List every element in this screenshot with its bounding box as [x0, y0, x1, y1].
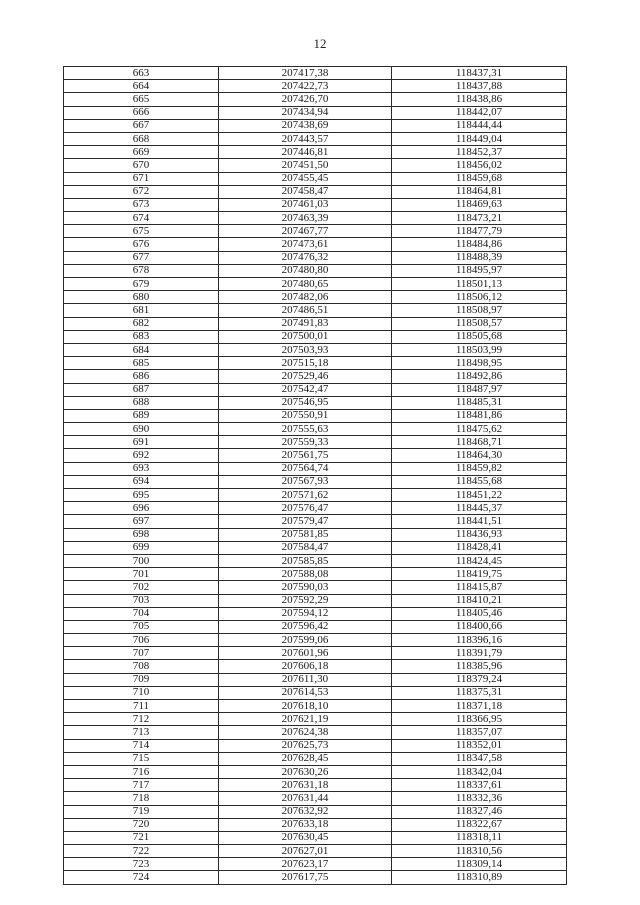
- table-row: [64, 278, 567, 291]
- table-row: [64, 264, 567, 277]
- x-coordinate-cell: 207467,77: [219, 225, 392, 238]
- point-number-cell: 680: [64, 291, 219, 304]
- table-row: [64, 845, 567, 858]
- table-row: [64, 423, 567, 436]
- point-number-cell: 692: [64, 449, 219, 462]
- table-row: [64, 660, 567, 673]
- table-row: [64, 554, 567, 567]
- point-number-cell: 693: [64, 462, 219, 475]
- point-number-cell: 697: [64, 515, 219, 528]
- point-number-cell: 723: [64, 858, 219, 871]
- table-row: [64, 146, 567, 159]
- y-coordinate-cell: 118379,24: [392, 673, 567, 686]
- point-number-cell: 688: [64, 396, 219, 409]
- x-coordinate-cell: 207422,73: [219, 80, 392, 93]
- table-row: [64, 132, 567, 145]
- point-number-cell: 690: [64, 423, 219, 436]
- point-number-cell: 703: [64, 594, 219, 607]
- x-coordinate-cell: 207463,39: [219, 212, 392, 225]
- y-coordinate-cell: 118469,63: [392, 198, 567, 211]
- table-row: [64, 106, 567, 119]
- x-coordinate-cell: 207630,45: [219, 831, 392, 844]
- y-coordinate-cell: 118400,66: [392, 620, 567, 633]
- x-coordinate-cell: 207592,29: [219, 594, 392, 607]
- x-coordinate-cell: 207623,17: [219, 858, 392, 871]
- x-coordinate-cell: 207500,01: [219, 330, 392, 343]
- y-coordinate-cell: 118442,07: [392, 106, 567, 119]
- table-row: [64, 686, 567, 699]
- table-row: [64, 198, 567, 211]
- table-row: [64, 185, 567, 198]
- point-number-cell: 718: [64, 792, 219, 805]
- point-number-cell: 707: [64, 647, 219, 660]
- table-row: [64, 739, 567, 752]
- table-row: [64, 752, 567, 765]
- y-coordinate-cell: 118337,61: [392, 779, 567, 792]
- table-row: [64, 700, 567, 713]
- x-coordinate-cell: 207564,74: [219, 462, 392, 475]
- table-row: [64, 225, 567, 238]
- x-coordinate-cell: 207443,57: [219, 132, 392, 145]
- y-coordinate-cell: 118449,04: [392, 132, 567, 145]
- table-row: [64, 317, 567, 330]
- table-row: [64, 502, 567, 515]
- x-coordinate-cell: 207631,44: [219, 792, 392, 805]
- x-coordinate-cell: 207590,03: [219, 581, 392, 594]
- y-coordinate-cell: 118498,95: [392, 357, 567, 370]
- y-coordinate-cell: 118419,75: [392, 568, 567, 581]
- y-coordinate-cell: 118506,12: [392, 291, 567, 304]
- x-coordinate-cell: 207628,45: [219, 752, 392, 765]
- point-number-cell: 721: [64, 831, 219, 844]
- point-number-cell: 682: [64, 317, 219, 330]
- point-number-cell: 677: [64, 251, 219, 264]
- x-coordinate-cell: 207625,73: [219, 739, 392, 752]
- x-coordinate-cell: 207476,32: [219, 251, 392, 264]
- table-row: [64, 67, 567, 80]
- x-coordinate-cell: 207579,47: [219, 515, 392, 528]
- point-number-cell: 669: [64, 146, 219, 159]
- point-number-cell: 722: [64, 845, 219, 858]
- point-number-cell: 665: [64, 93, 219, 106]
- y-coordinate-cell: 118385,96: [392, 660, 567, 673]
- table-row: [64, 291, 567, 304]
- y-coordinate-cell: 118455,68: [392, 475, 567, 488]
- y-coordinate-cell: 118322,67: [392, 818, 567, 831]
- point-number-cell: 667: [64, 119, 219, 132]
- point-number-cell: 675: [64, 225, 219, 238]
- y-coordinate-cell: 118452,37: [392, 146, 567, 159]
- y-coordinate-cell: 118410,21: [392, 594, 567, 607]
- x-coordinate-cell: 207581,85: [219, 528, 392, 541]
- y-coordinate-cell: 118508,57: [392, 317, 567, 330]
- point-number-cell: 689: [64, 409, 219, 422]
- y-coordinate-cell: 118459,68: [392, 172, 567, 185]
- x-coordinate-cell: 207627,01: [219, 845, 392, 858]
- x-coordinate-cell: 207473,61: [219, 238, 392, 251]
- x-coordinate-cell: 207503,93: [219, 343, 392, 356]
- x-coordinate-cell: 207599,06: [219, 634, 392, 647]
- point-number-cell: 710: [64, 686, 219, 699]
- y-coordinate-cell: 118436,93: [392, 528, 567, 541]
- table-row: [64, 343, 567, 356]
- table-row: [64, 304, 567, 317]
- point-number-cell: 717: [64, 779, 219, 792]
- table-row: [64, 409, 567, 422]
- point-number-cell: 691: [64, 436, 219, 449]
- y-coordinate-cell: 118487,97: [392, 383, 567, 396]
- table-row: [64, 871, 567, 884]
- table-row: [64, 357, 567, 370]
- x-coordinate-cell: 207630,26: [219, 765, 392, 778]
- table-row: [64, 594, 567, 607]
- x-coordinate-cell: 207491,83: [219, 317, 392, 330]
- table-row: [64, 251, 567, 264]
- point-number-cell: 708: [64, 660, 219, 673]
- point-number-cell: 666: [64, 106, 219, 119]
- x-coordinate-cell: 207621,19: [219, 713, 392, 726]
- x-coordinate-cell: 207486,51: [219, 304, 392, 317]
- y-coordinate-cell: 118352,01: [392, 739, 567, 752]
- table-row: [64, 159, 567, 172]
- point-number-cell: 714: [64, 739, 219, 752]
- x-coordinate-cell: 207515,18: [219, 357, 392, 370]
- y-coordinate-cell: 118342,04: [392, 765, 567, 778]
- x-coordinate-cell: 207446,81: [219, 146, 392, 159]
- table-row: [64, 489, 567, 502]
- point-number-cell: 709: [64, 673, 219, 686]
- table-row: [64, 607, 567, 620]
- x-coordinate-cell: 207631,18: [219, 779, 392, 792]
- table-row: [64, 383, 567, 396]
- table-row: [64, 805, 567, 818]
- table-row: [64, 568, 567, 581]
- x-coordinate-cell: 207461,03: [219, 198, 392, 211]
- x-coordinate-cell: 207529,46: [219, 370, 392, 383]
- y-coordinate-cell: 118464,81: [392, 185, 567, 198]
- y-coordinate-cell: 118451,22: [392, 489, 567, 502]
- y-coordinate-cell: 118485,31: [392, 396, 567, 409]
- x-coordinate-cell: 207480,80: [219, 264, 392, 277]
- point-number-cell: 695: [64, 489, 219, 502]
- point-number-cell: 687: [64, 383, 219, 396]
- y-coordinate-cell: 118468,71: [392, 436, 567, 449]
- x-coordinate-cell: 207618,10: [219, 700, 392, 713]
- y-coordinate-cell: 118445,37: [392, 502, 567, 515]
- y-coordinate-cell: 118481,86: [392, 409, 567, 422]
- point-number-cell: 678: [64, 264, 219, 277]
- y-coordinate-cell: 118424,45: [392, 554, 567, 567]
- x-coordinate-cell: 207596,42: [219, 620, 392, 633]
- table-row: [64, 713, 567, 726]
- x-coordinate-cell: 207606,18: [219, 660, 392, 673]
- x-coordinate-cell: 207584,47: [219, 541, 392, 554]
- table-row: [64, 647, 567, 660]
- y-coordinate-cell: 118332,36: [392, 792, 567, 805]
- point-number-cell: 704: [64, 607, 219, 620]
- point-number-cell: 694: [64, 475, 219, 488]
- table-row: [64, 779, 567, 792]
- x-coordinate-cell: 207614,53: [219, 686, 392, 699]
- x-coordinate-cell: 207588,08: [219, 568, 392, 581]
- point-number-cell: 700: [64, 554, 219, 567]
- y-coordinate-cell: 118441,51: [392, 515, 567, 528]
- y-coordinate-cell: 118415,87: [392, 581, 567, 594]
- point-number-cell: 724: [64, 871, 219, 884]
- x-coordinate-cell: 207550,91: [219, 409, 392, 422]
- y-coordinate-cell: 118310,56: [392, 845, 567, 858]
- table-row: [64, 238, 567, 251]
- table-row: [64, 634, 567, 647]
- point-number-cell: 716: [64, 765, 219, 778]
- table-row: [64, 436, 567, 449]
- y-coordinate-cell: 118437,31: [392, 67, 567, 80]
- x-coordinate-cell: 207594,12: [219, 607, 392, 620]
- table-row: [64, 212, 567, 225]
- x-coordinate-cell: 207458,47: [219, 185, 392, 198]
- table-row: [64, 620, 567, 633]
- y-coordinate-cell: 118366,95: [392, 713, 567, 726]
- point-number-cell: 684: [64, 343, 219, 356]
- table-row: [64, 93, 567, 106]
- x-coordinate-cell: 207617,75: [219, 871, 392, 884]
- point-number-cell: 686: [64, 370, 219, 383]
- y-coordinate-cell: 118309,14: [392, 858, 567, 871]
- y-coordinate-cell: 118484,86: [392, 238, 567, 251]
- y-coordinate-cell: 118437,88: [392, 80, 567, 93]
- y-coordinate-cell: 118391,79: [392, 647, 567, 660]
- x-coordinate-cell: 207482,06: [219, 291, 392, 304]
- table-row: [64, 581, 567, 594]
- point-number-cell: 698: [64, 528, 219, 541]
- y-coordinate-cell: 118477,79: [392, 225, 567, 238]
- x-coordinate-cell: 207426,70: [219, 93, 392, 106]
- x-coordinate-cell: 207542,47: [219, 383, 392, 396]
- x-coordinate-cell: 207559,33: [219, 436, 392, 449]
- point-number-cell: 705: [64, 620, 219, 633]
- x-coordinate-cell: 207624,38: [219, 726, 392, 739]
- y-coordinate-cell: 118357,07: [392, 726, 567, 739]
- table-row: [64, 858, 567, 871]
- x-coordinate-cell: 207480,65: [219, 278, 392, 291]
- point-number-cell: 713: [64, 726, 219, 739]
- y-coordinate-cell: 118327,46: [392, 805, 567, 818]
- x-coordinate-cell: 207633,18: [219, 818, 392, 831]
- x-coordinate-cell: 207567,93: [219, 475, 392, 488]
- point-number-cell: 715: [64, 752, 219, 765]
- point-number-cell: 673: [64, 198, 219, 211]
- table-row: [64, 765, 567, 778]
- coordinates-table: [63, 66, 567, 885]
- y-coordinate-cell: 118508,97: [392, 304, 567, 317]
- table-row: [64, 80, 567, 93]
- y-coordinate-cell: 118475,62: [392, 423, 567, 436]
- x-coordinate-cell: 207611,30: [219, 673, 392, 686]
- point-number-cell: 702: [64, 581, 219, 594]
- point-number-cell: 706: [64, 634, 219, 647]
- table-row: [64, 449, 567, 462]
- x-coordinate-cell: 207585,85: [219, 554, 392, 567]
- table-row: [64, 515, 567, 528]
- x-coordinate-cell: 207601,96: [219, 647, 392, 660]
- table-row: [64, 792, 567, 805]
- x-coordinate-cell: 207571,62: [219, 489, 392, 502]
- table-row: [64, 330, 567, 343]
- x-coordinate-cell: 207455,45: [219, 172, 392, 185]
- y-coordinate-cell: 118505,68: [392, 330, 567, 343]
- page-number: 12: [313, 36, 327, 51]
- y-coordinate-cell: 118438,86: [392, 93, 567, 106]
- y-coordinate-cell: 118396,16: [392, 634, 567, 647]
- point-number-cell: 712: [64, 713, 219, 726]
- y-coordinate-cell: 118492,86: [392, 370, 567, 383]
- point-number-cell: 719: [64, 805, 219, 818]
- point-number-cell: 711: [64, 700, 219, 713]
- table-row: [64, 818, 567, 831]
- y-coordinate-cell: 118495,97: [392, 264, 567, 277]
- x-coordinate-cell: 207438,69: [219, 119, 392, 132]
- point-number-cell: 674: [64, 212, 219, 225]
- y-coordinate-cell: 118503,99: [392, 343, 567, 356]
- table-row: [64, 673, 567, 686]
- point-number-cell: 663: [64, 67, 219, 80]
- point-number-cell: 664: [64, 80, 219, 93]
- y-coordinate-cell: 118371,18: [392, 700, 567, 713]
- coordinates-table-body: [64, 67, 567, 885]
- x-coordinate-cell: 207434,94: [219, 106, 392, 119]
- point-number-cell: 696: [64, 502, 219, 515]
- table-row: [64, 475, 567, 488]
- table-row: [64, 726, 567, 739]
- x-coordinate-cell: 207546,95: [219, 396, 392, 409]
- point-number-cell: 670: [64, 159, 219, 172]
- table-row: [64, 462, 567, 475]
- point-number-cell: 668: [64, 132, 219, 145]
- y-coordinate-cell: 118456,02: [392, 159, 567, 172]
- x-coordinate-cell: 207451,50: [219, 159, 392, 172]
- table-row: [64, 831, 567, 844]
- y-coordinate-cell: 118444,44: [392, 119, 567, 132]
- y-coordinate-cell: 118347,58: [392, 752, 567, 765]
- y-coordinate-cell: 118488,39: [392, 251, 567, 264]
- x-coordinate-cell: 207561,75: [219, 449, 392, 462]
- point-number-cell: 685: [64, 357, 219, 370]
- y-coordinate-cell: 118464,30: [392, 449, 567, 462]
- x-coordinate-cell: 207555,63: [219, 423, 392, 436]
- table-row: [64, 396, 567, 409]
- table-row: [64, 370, 567, 383]
- y-coordinate-cell: 118428,41: [392, 541, 567, 554]
- point-number-cell: 720: [64, 818, 219, 831]
- point-number-cell: 676: [64, 238, 219, 251]
- y-coordinate-cell: 118473,21: [392, 212, 567, 225]
- point-number-cell: 672: [64, 185, 219, 198]
- y-coordinate-cell: 118405,46: [392, 607, 567, 620]
- table-row: [64, 119, 567, 132]
- point-number-cell: 679: [64, 278, 219, 291]
- point-number-cell: 701: [64, 568, 219, 581]
- point-number-cell: 671: [64, 172, 219, 185]
- table-row: [64, 541, 567, 554]
- x-coordinate-cell: 207632,92: [219, 805, 392, 818]
- y-coordinate-cell: 118310,89: [392, 871, 567, 884]
- point-number-cell: 681: [64, 304, 219, 317]
- table-row: [64, 528, 567, 541]
- y-coordinate-cell: 118501,13: [392, 278, 567, 291]
- y-coordinate-cell: 118459,82: [392, 462, 567, 475]
- point-number-cell: 699: [64, 541, 219, 554]
- x-coordinate-cell: 207576,47: [219, 502, 392, 515]
- table-row: [64, 172, 567, 185]
- y-coordinate-cell: 118318,11: [392, 831, 567, 844]
- y-coordinate-cell: 118375,31: [392, 686, 567, 699]
- point-number-cell: 683: [64, 330, 219, 343]
- x-coordinate-cell: 207417,38: [219, 67, 392, 80]
